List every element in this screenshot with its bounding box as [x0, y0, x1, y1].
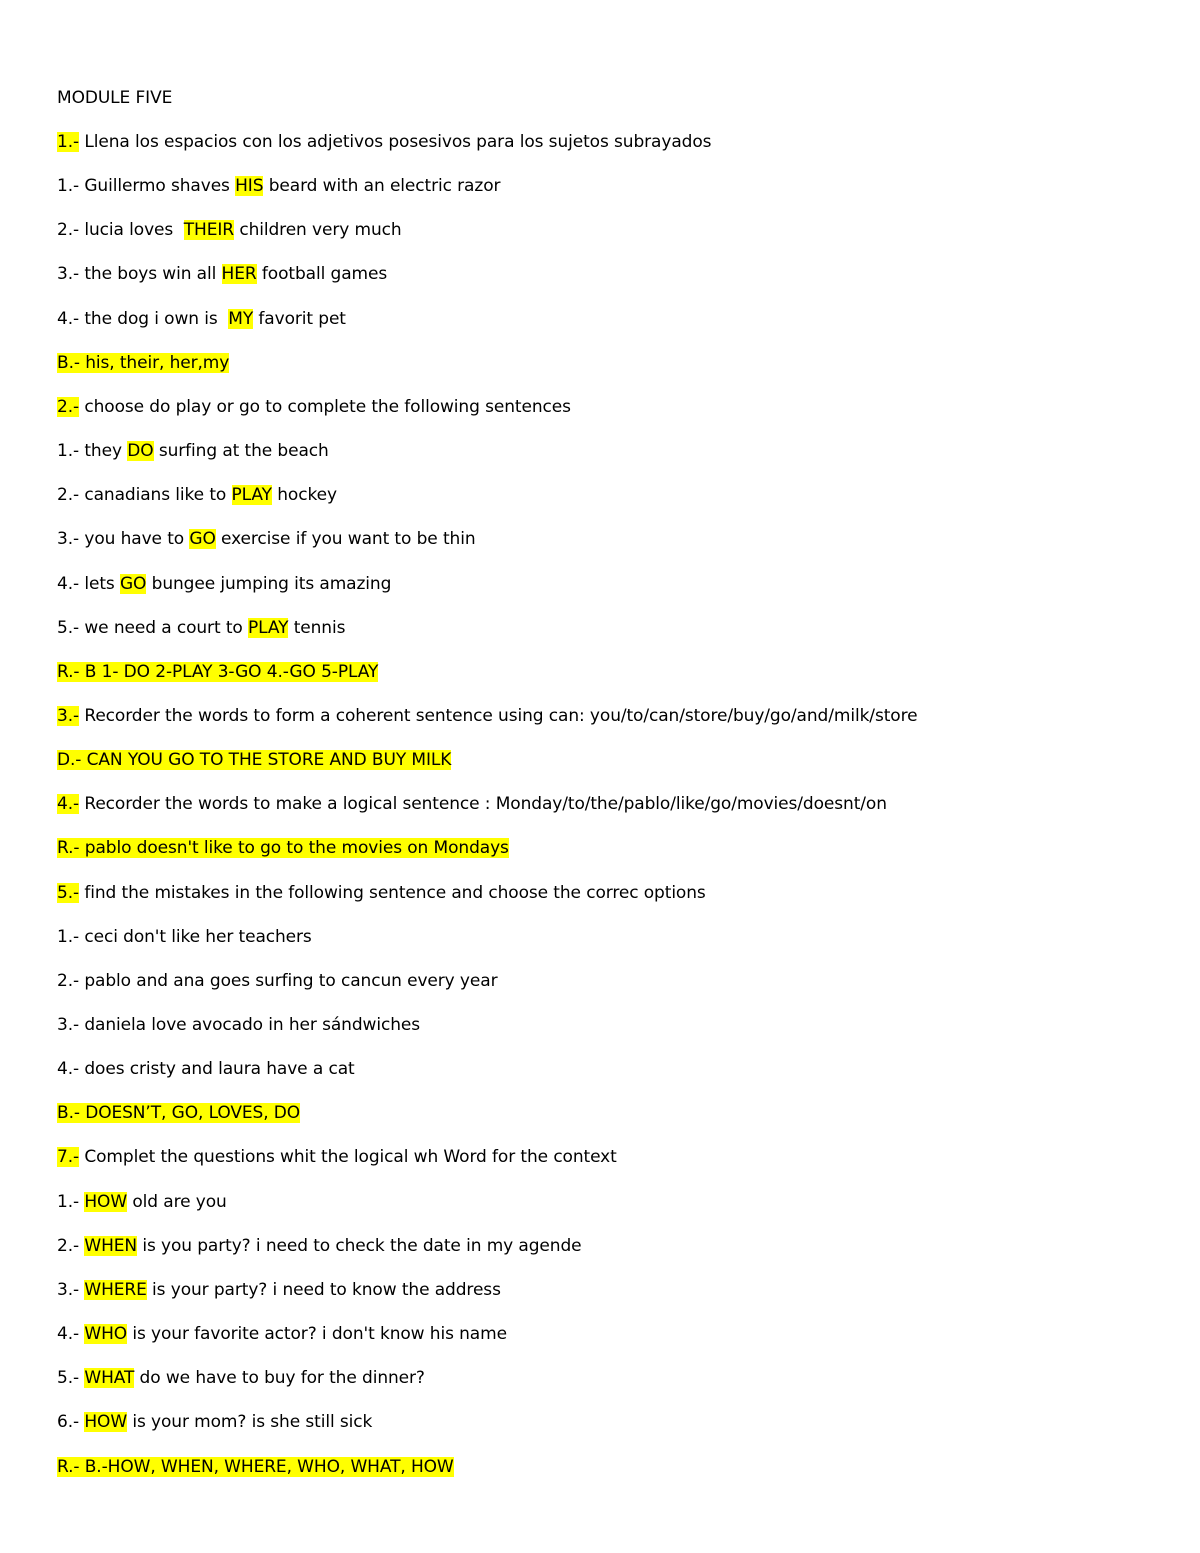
highlighted-text: WHERE [84, 1280, 147, 1300]
highlighted-text: GO [189, 529, 216, 549]
text-line [57, 1409, 372, 1435]
text-line [57, 261, 387, 287]
highlighted-text: 5.- [57, 883, 80, 903]
line-text: hockey [271, 485, 337, 505]
line-text: is your favorite actor? i don't know his name [127, 1324, 507, 1344]
line-text: surfing at the beach [153, 441, 329, 461]
line-text: is your party? i need to know the address [146, 1280, 501, 1300]
text-line [57, 880, 706, 906]
line-text: children very much [234, 220, 402, 240]
text-line [57, 791, 887, 817]
text-line [57, 1056, 355, 1082]
text-line [57, 129, 711, 155]
line-text: 3.- the boys win all [57, 264, 222, 284]
text-line [57, 615, 345, 641]
text-line [57, 1365, 425, 1391]
line-text: tennis [288, 618, 346, 638]
highlighted-text: HOW [84, 1192, 128, 1212]
text-line [57, 1321, 507, 1347]
highlighted-text: HIS [235, 176, 264, 196]
text-line [57, 1189, 227, 1215]
highlighted-text: D.- CAN YOU GO TO THE STORE AND BUY MILK [57, 750, 452, 770]
line-text: do we have to buy for the dinner? [134, 1368, 425, 1388]
highlighted-text: WHEN [84, 1236, 138, 1256]
text-line [57, 1277, 501, 1303]
highlighted-text: MY [228, 309, 254, 329]
line-text: 2.- canadians like to [57, 485, 232, 505]
line-text: beard with an electric razor [263, 176, 501, 196]
line-text: Recorder the words to form a coherent sentence using can: you/to/can/store/buy/go/and/milk/store [79, 706, 918, 726]
text-line [57, 394, 571, 420]
line-text: 4.- the dog i own is [57, 309, 229, 329]
line-text: choose do play or go to complete the following sentences [79, 397, 571, 417]
text-line [57, 1012, 420, 1038]
text-line [57, 526, 476, 552]
highlighted-text: HER [221, 264, 257, 284]
highlighted-text: 4.- [57, 794, 80, 814]
highlighted-text: 1.- [57, 132, 80, 152]
line-text: bungee jumping its amazing [146, 574, 392, 594]
line-text: 3.- [57, 1280, 85, 1300]
highlighted-text: 2.- [57, 397, 80, 417]
line-text: 3.- you have to [57, 529, 190, 549]
highlighted-text: PLAY [247, 618, 289, 638]
line-text: 2.- lucia loves [57, 220, 184, 240]
line-text: 4.- does cristy and laura have a cat [57, 1059, 355, 1079]
text-line [57, 703, 917, 729]
line-text: 5.- [57, 1368, 85, 1388]
highlighted-text: THEIR [183, 220, 235, 240]
line-text: favorit pet [253, 309, 346, 329]
text-line [57, 350, 229, 376]
text-line [57, 571, 391, 597]
text-line [57, 924, 312, 950]
highlighted-text: B.- DOESN’T, GO, LOVES, DO [57, 1103, 301, 1123]
line-text: 6.- [57, 1412, 85, 1432]
text-line [57, 659, 378, 685]
line-text: 1.- they [57, 441, 128, 461]
highlighted-text: B.- his, their, her,my [57, 353, 230, 373]
page-title: MODULE FIVE [57, 88, 173, 108]
text-line [57, 1454, 454, 1480]
highlighted-text: PLAY [231, 485, 272, 505]
highlighted-text: R.- pablo doesn't like to go to the movies on Mondays [57, 838, 509, 858]
highlighted-text: GO [119, 574, 147, 594]
line-text: old are you [127, 1192, 227, 1212]
line-text: 1.- [57, 1192, 85, 1212]
line-text: Llena los espacios con los adjetivos posesivos para los sujetos subrayados [79, 132, 712, 152]
line-text: 1.- ceci don't like her teachers [57, 927, 312, 947]
line-text: 3.- daniela love avocado in her sándwiches [57, 1015, 420, 1035]
line-text: Complet the questions whit the logical wh Word for the context [79, 1147, 617, 1167]
highlighted-text: HOW [84, 1412, 128, 1432]
highlighted-text: 3.- [57, 706, 80, 726]
text-line [57, 438, 329, 464]
line-text: football games [256, 264, 388, 284]
line-text: 2.- [57, 1236, 85, 1256]
line-text: 4.- lets [57, 574, 120, 594]
text-line [57, 173, 500, 199]
highlighted-text: R.- B.-HOW, WHEN, WHERE, WHO, WHAT, HOW [57, 1457, 454, 1477]
line-text: is your mom? is she still sick [127, 1412, 373, 1432]
text-line [57, 1233, 582, 1259]
highlighted-text: WHAT [84, 1368, 135, 1388]
line-text: 1.- Guillermo shaves [57, 176, 236, 196]
highlighted-text: R.- B 1- DO 2-PLAY 3-GO 4.-GO 5-PLAY [57, 662, 379, 682]
line-text: 5.- we need a court to [57, 618, 248, 638]
text-line [57, 306, 346, 332]
text-line [57, 482, 337, 508]
line-text: Recorder the words to make a logical sentence : Monday/to/the/pablo/like/go/movies/doesnt/on [79, 794, 887, 814]
text-line [57, 1144, 617, 1170]
line-text: 2.- pablo and ana goes surfing to cancun every year [57, 971, 498, 991]
text-line [57, 747, 451, 773]
text-line [57, 835, 509, 861]
highlighted-text: 7.- [57, 1147, 80, 1167]
line-text: is you party? i need to check the date in my agende [137, 1236, 582, 1256]
highlighted-text: DO [127, 441, 154, 461]
text-line [57, 968, 497, 994]
line-text: find the mistakes in the following sentence and choose the correc options [79, 883, 706, 903]
text-line [57, 217, 402, 243]
line-text: exercise if you want to be thin [215, 529, 476, 549]
text-line [57, 1100, 300, 1126]
line-text: 4.- [57, 1324, 85, 1344]
highlighted-text: WHO [84, 1324, 128, 1344]
